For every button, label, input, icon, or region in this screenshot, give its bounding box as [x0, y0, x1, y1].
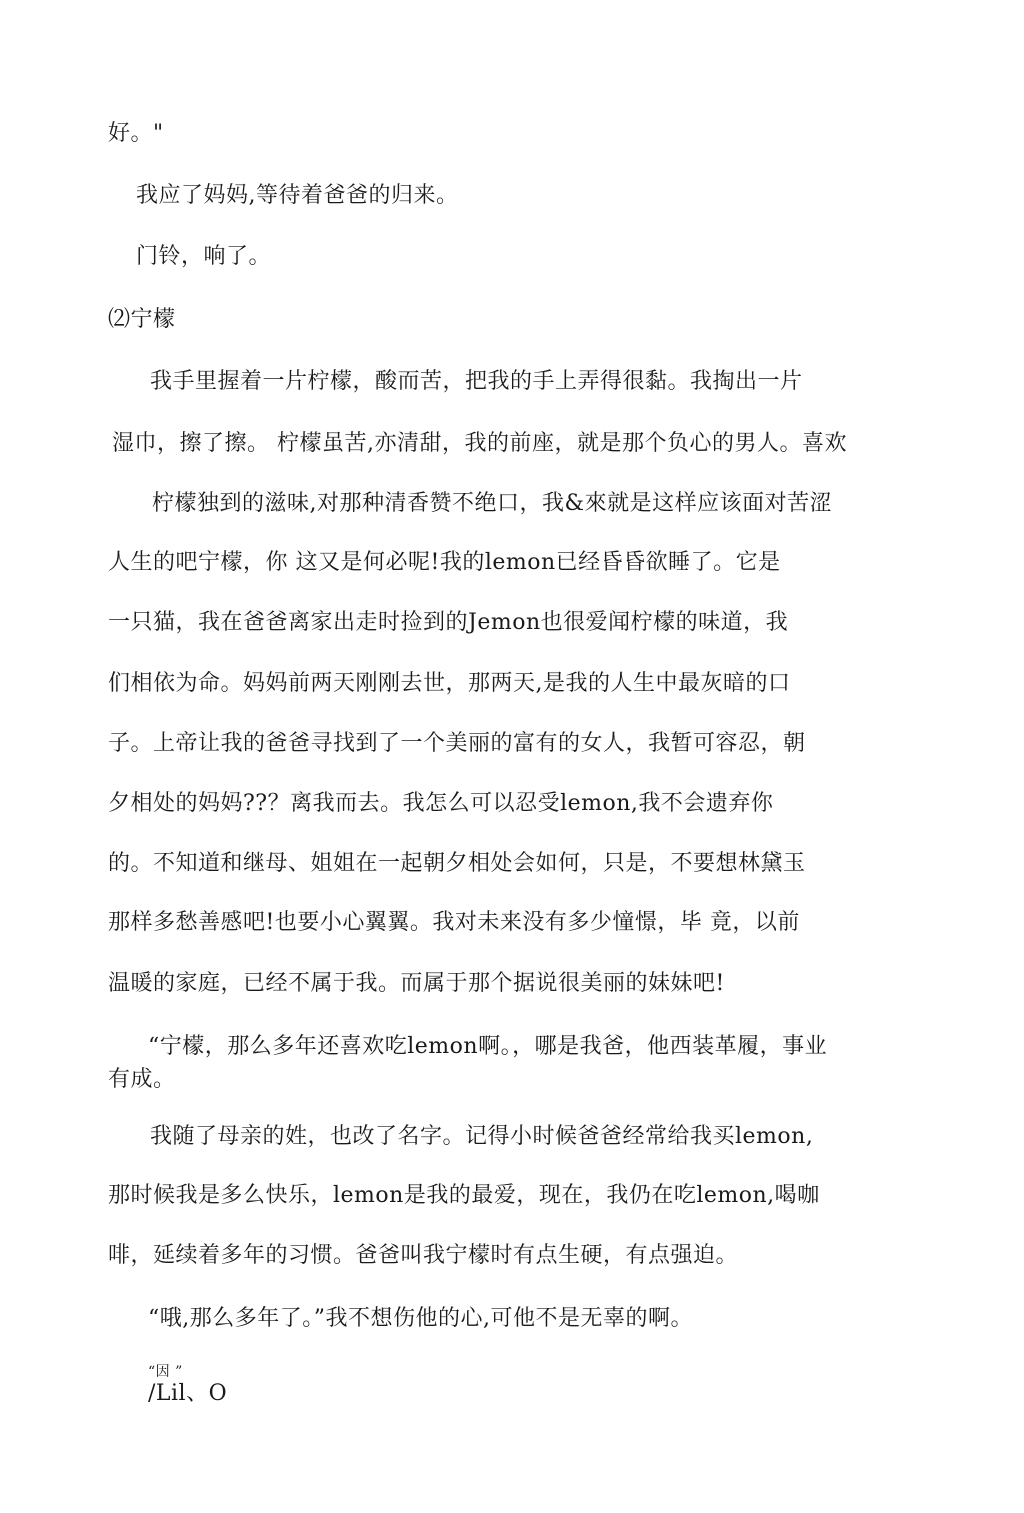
garbled-text: /Lil、O [148, 1381, 228, 1406]
section-heading: ⑵宁檬 [108, 307, 176, 332]
text-line-2: 我应了妈妈,等待着爸爸的归来。 [136, 183, 459, 208]
paragraph-line: 有成。 [108, 1067, 176, 1092]
paragraph-line: 湿巾，擦了擦。 柠檬虽苦,亦清甜，我的前座，就是那个负心的男人。喜欢 [112, 431, 847, 456]
paragraph-line: 我随了母亲的姓，也改了名字。记得小时候爸爸经常给我买lemon, [150, 1124, 814, 1149]
paragraph-line: 人生的吧宁檬，你 这又是何必呢!我的lemon已经昏昏欲睡了。它是 [108, 550, 781, 575]
paragraph-line: 一只猫，我在爸爸离家出走时捡到的Jemon也很爱闻柠檬的味道，我 [108, 610, 789, 635]
paragraph-line: 那样多愁善慼吧!也要小心翼翼。我对未来没有多少憧憬，毕 竟，以前 [108, 910, 800, 935]
paragraph-line: 子。上帝让我的爸爸寻找到了一个美丽的富有的女人，我暂可容忍，朝 [108, 731, 806, 756]
paragraph-line: 的。不知道和继母、姐姐在一起朝夕相处会如何，只是，不要想林黛玉 [108, 851, 806, 876]
paragraph-line: 温暖的家庭，已经不属于我。而属于那个据说很美丽的妹妹吧! [108, 971, 725, 996]
paragraph-line: 啡，延续着多年的习惯。爸爸叫我宁檬时有点生硬，有点强迫。 [108, 1243, 739, 1268]
paragraph-line: 夕相处的妈妈??？离我而去。我怎么可以忍受lemon,我不会遗弃你 [108, 791, 774, 816]
paragraph-line: 柠檬独到的滋味,对那种清香赞不绝口，我&來就是这样应该面对苦涩 [152, 491, 833, 516]
paragraph-line: “宁檬，那么多年还喜欢吃lemon啊。，哪是我爸，他西装革履，事业 [148, 1034, 828, 1059]
footnote-mark: “因 ” [148, 1364, 183, 1380]
text-line-1: 好。" [108, 121, 164, 146]
paragraph-line: 那时候我是多么快乐，lemon是我的最爱，现在，我仍在吃lemon,喝咖 [108, 1183, 820, 1208]
paragraph-line: 我手里握着一片柠檬，酸而苦，把我的手上弄得很黏。我掏出一片 [150, 369, 803, 394]
paragraph-line: “哦,那么多年了。”我不想伤他的心,可他不是无辜的啊。 [148, 1306, 693, 1331]
paragraph-line: 们相依为命。妈妈前两天刚刚去世，那两天,是我的人生中最灰暗的口 [108, 671, 791, 696]
text-line-3: 门铃，响了。 [136, 244, 272, 269]
